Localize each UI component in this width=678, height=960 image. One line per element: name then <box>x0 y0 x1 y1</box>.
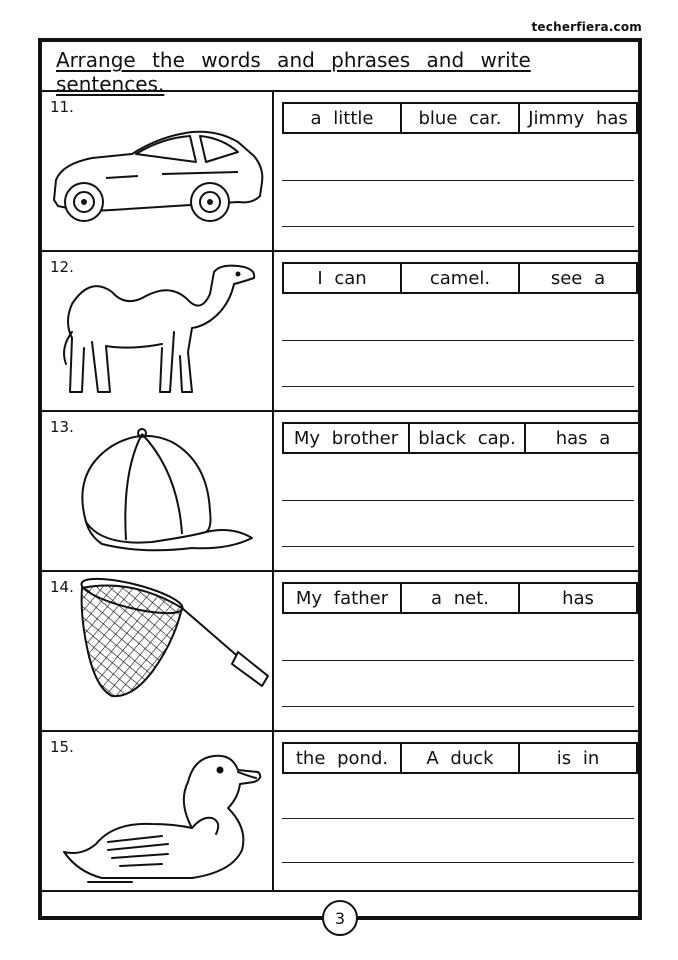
exercise-number: 14. <box>50 578 74 596</box>
word-box: has <box>562 587 594 609</box>
word-boxes <box>282 742 638 774</box>
picture-cell <box>42 732 274 890</box>
answer-line[interactable] <box>282 500 634 501</box>
exercise-number: 12. <box>50 258 74 276</box>
answer-line[interactable] <box>282 660 634 661</box>
answer-line[interactable] <box>282 706 634 707</box>
word-boxes <box>282 422 642 454</box>
page-number: 3 <box>322 900 358 936</box>
camel-icon <box>42 252 272 410</box>
answer-line[interactable] <box>282 226 634 227</box>
exercise-14 <box>42 572 638 732</box>
exercise-number: 15. <box>50 738 74 756</box>
exercise-13 <box>42 412 638 572</box>
word-box: I can <box>284 264 402 292</box>
answer-line[interactable] <box>282 180 634 181</box>
word-boxes <box>282 102 638 134</box>
exercise-number: 11. <box>50 98 74 116</box>
answer-line[interactable] <box>282 340 634 341</box>
word-box: has a <box>555 427 611 449</box>
word-box: My brother <box>284 424 410 452</box>
word-box: a little <box>284 104 402 132</box>
word-box: Jimmy has <box>528 107 628 129</box>
brand-logo: techerfiera.com <box>531 20 642 34</box>
word-boxes <box>282 262 638 294</box>
title-text: Arrange the words and phrases and write sentences. <box>56 48 531 96</box>
word-box: blue car. <box>402 104 520 132</box>
exercise-12 <box>42 252 638 412</box>
picture-cell <box>42 572 274 730</box>
duck-icon <box>42 732 272 890</box>
answer-line[interactable] <box>282 386 634 387</box>
answer-line[interactable] <box>282 862 634 863</box>
car-icon <box>42 92 272 250</box>
word-box: the pond. <box>284 744 402 772</box>
answer-line[interactable] <box>282 818 634 819</box>
word-box: camel. <box>402 264 520 292</box>
exercise-15 <box>42 732 638 892</box>
word-box: A duck <box>402 744 520 772</box>
net-icon <box>42 572 272 730</box>
picture-cell <box>42 412 274 570</box>
exercise-11 <box>42 92 638 252</box>
worksheet <box>38 38 642 928</box>
word-box: black cap. <box>410 424 526 452</box>
word-box: see a <box>550 267 606 289</box>
picture-cell <box>42 252 274 410</box>
word-boxes <box>282 582 638 614</box>
word-box: My father <box>284 584 402 612</box>
cap-icon <box>42 412 272 570</box>
answer-line[interactable] <box>282 546 634 547</box>
picture-cell <box>42 92 274 250</box>
worksheet-title <box>42 42 638 96</box>
word-box: a net. <box>402 584 520 612</box>
exercise-number: 13. <box>50 418 74 436</box>
word-box: is in <box>556 747 600 769</box>
